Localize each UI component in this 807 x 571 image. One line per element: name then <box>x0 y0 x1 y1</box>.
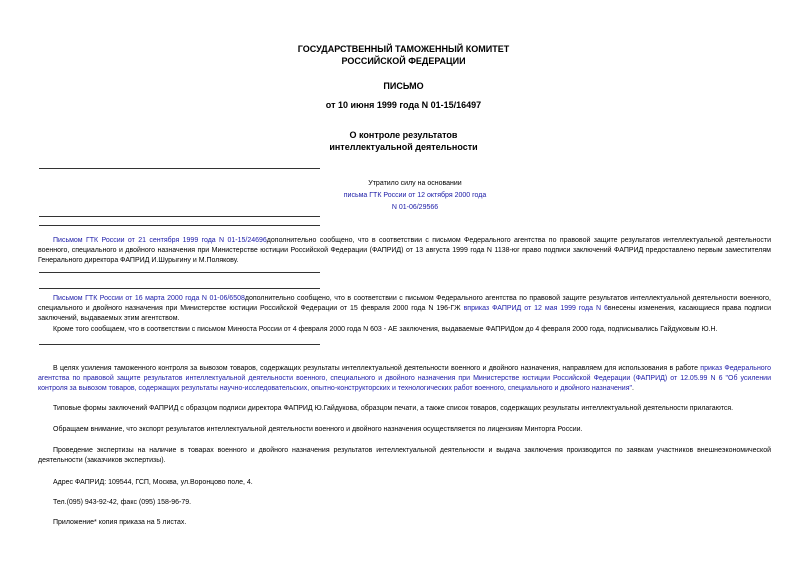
doc-type: ПИСЬМО <box>383 81 424 91</box>
attachment-line: Приложение* копия приказа на 5 листах. <box>53 519 187 526</box>
phone-line: Тел.(095) 943-92-42, факс (095) 158-96-79. <box>53 499 192 506</box>
amendment-link-1[interactable]: Письмом ГТК России от 21 сентября 1999 года N 01-15/24696 <box>53 237 267 244</box>
amendment-paragraph-3: Кроме того сообщаем, что в соответствии с письмом Минюста России от 4 февраля 2000 года N 603 - АЕ заключения, выдаваемые ФАПРИДом до 4 февраля 2000 года, подписывались Гайдуковым Ю.Н. <box>53 326 718 333</box>
separator-rule <box>39 288 320 289</box>
body-paragraph-1 <box>38 364 771 394</box>
org-name-line1: ГОСУДАРСТВЕННЫЙ ТАМОЖЕННЫЙ КОМИТЕТ <box>297 44 510 54</box>
body-p1-end: . <box>631 385 634 392</box>
amendment-text-2b: внесены изменения, касающиеся права подписи заключений, выдаваемых этим агентством. <box>38 305 771 322</box>
doc-date-number: от 10 июня 1999 года N 01-15/16497 <box>325 100 482 110</box>
expiry-link-line1[interactable]: письма ГТК России от 12 октября 2000 года <box>343 192 487 199</box>
body-p1-text: В целях усиления таможенного контроля за вывозом товаров, содержащих результаты интеллектуальной деятельности военного и двойного назначения, направляем для использования в работе <box>53 365 701 372</box>
separator-rule <box>39 272 320 273</box>
separator-rule <box>39 168 320 169</box>
org-name-line2: РОССИЙСКОЙ ФЕДЕРАЦИИ <box>341 56 466 66</box>
separator-rule <box>39 344 320 345</box>
amendment-paragraph-1 <box>38 236 771 266</box>
separator-rule <box>39 225 320 226</box>
expiry-link-line2[interactable]: N 01-06/29566 <box>391 204 439 211</box>
amendment-link-2[interactable]: Письмом ГТК России от 16 марта 2000 года N 01-06/6508 <box>53 295 245 302</box>
subject-line2: интеллектуальной деятельности <box>329 142 478 152</box>
body-paragraph-4: Проведение экспертизы на наличие в товарах военного и двойного назначения результатов интеллектуальной деятельности и выдача заключения производится по заявкам участников внешнеэкономической деятельности (заказчиков экспертизы). <box>38 447 771 464</box>
expiry-note <box>300 178 530 214</box>
amendment-text-1: дополнительно сообщено, что в соответствии с письмом Федерального агентства по правовой защите результатов интеллектуальной деятельности военного, специального и двойного назначения при Министерстве юстиции Российской Федерации (ФАПРИД) от 13 августа 1999 года N 1138-юг право подписи заключений ФАПРИД предоставлено первым заместителям Генерального директора ФАПРИД И.Шурыгину и М.Полякову. <box>38 237 771 264</box>
expiry-note-text: Утратило силу на основании <box>368 180 462 187</box>
body-paragraph-3: Обращаем внимание, что экспорт результатов интеллектуальной деятельности военного и двойного назначения осуществляется по лицензиям Минторга России. <box>53 426 583 433</box>
amendment-text-2a: дополнительно сообщено, что в соответствии с письмом Федерального агентства по правовой защите результатов интеллектуальной деятельности военного, специального и двойного назначения при Министерстве юстиции Российской Федерации от 15 февраля 2000 года N 196-ГЖ <box>38 295 771 312</box>
amendment-link-3[interactable]: вприказ ФАПРИД от 12 мая 1999 года N 6 <box>463 305 608 312</box>
separator-rule <box>39 216 320 217</box>
body-paragraph-2: Типовые формы заключений ФАПРИД с образцом подписи директора ФАПРИД Ю.Гайдукова, образцом печати, а также список товаров, содержащих результаты интеллектуальной деятельности прилагаются. <box>53 405 734 412</box>
order-link[interactable]: приказ Федерального агентства по правовой защите результатов интеллектуальной деятельности военного, специального и двойного назначения при Министерстве юстиции Российской Федерации (ФАПРИД) от 12.05.99 N 6 "Об усилении контроля за вывозом товаров, содержащих результаты научно-исследовательских, опытно-конструкторских и технологических работ военного, специального и двойного назначения" <box>38 365 771 392</box>
subject-line1: О контроле результатов <box>349 130 458 140</box>
amendment-paragraph-2 <box>38 294 771 324</box>
address-line: Адрес ФАПРИД: 109544, ГСП, Москва, ул.Воронцово поле, 4. <box>53 479 253 486</box>
